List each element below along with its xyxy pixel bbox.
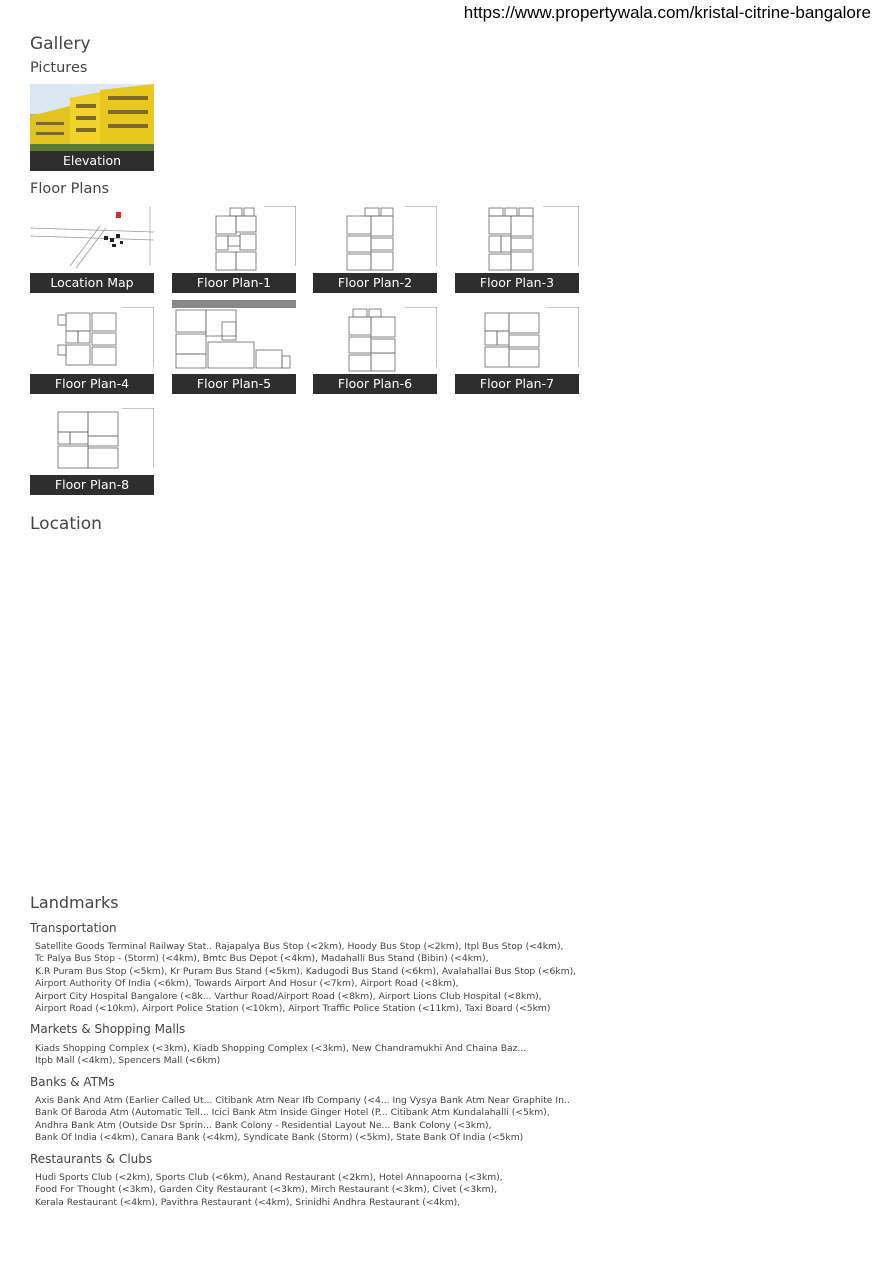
thumbnail-caption: Floor Plan-2	[313, 273, 437, 293]
list-line: Kerala Restaurant (<4km), Pavithra Restaurant (<4km), Srinidhi Andhra Restaurant (<4km),	[35, 1196, 461, 1208]
floor-plan-2-thumbnail[interactable]	[313, 206, 437, 293]
list-line: Kiads Shopping Complex (<3km), Kiadb Shopping Complex (<3km), New Chandramukhi And Chaina Baz...	[35, 1043, 527, 1054]
list-line: Airport Road (<10km), Airport Police Station (<10km), Airport Traffic Police Station (<11km), Taxi Board (<5km)	[35, 1003, 551, 1015]
thumbnail-caption: Floor Plan-1	[172, 273, 296, 293]
thumbnail-caption: Floor Plan-6	[313, 374, 437, 394]
floor-plan-7-thumbnail[interactable]	[455, 307, 579, 394]
list-line: Itpb Mall (<4km), Spencers Mall (<6km)	[35, 1055, 221, 1067]
floor-plan-6-thumbnail[interactable]	[313, 307, 437, 394]
list-line: Axis Bank And Atm (Earlier Called Ut... Citibank Atm Near Ifb Company (<4... Ing Vysya Bank Atm Near Graphite In..	[35, 1095, 570, 1106]
thumbnail-caption: Floor Plan-7	[455, 374, 579, 394]
floor-plans-title: Floor Plans	[30, 181, 110, 197]
thumbnail-caption: Location Map	[30, 273, 154, 293]
list-line: Bank Of Baroda Atm (Automatic Tell... Icici Bank Atm Inside Ginger Hotel (P... Citibank Atm Kundalahalli (<5km),	[35, 1107, 550, 1119]
transportation-list	[35, 941, 595, 1015]
list-line: K.R Puram Bus Stop (<5km), Kr Puram Bus Stand (<5km), Kadugodi Bus Stand (<6km), Avalahallai Bus Stop (<6km),	[35, 965, 577, 977]
gallery-title: Gallery	[30, 34, 91, 54]
section-title-markets: Markets & Shopping Malls	[30, 1022, 186, 1036]
landmarks-title: Landmarks	[30, 893, 119, 912]
list-line: Satellite Goods Terminal Railway Stat.. Rajapalya Bus Stop (<2km), Hoody Bus Stop (<2km), Itpl Bus Stop (<4km),	[35, 941, 564, 952]
map-area[interactable]	[30, 545, 590, 875]
list-line: Airport Authority Of India (<6km), Towards Airport And Hosur (<7km), Airport Road (<8km),	[35, 978, 459, 990]
location-map-thumbnail[interactable]	[30, 206, 154, 293]
section-title-banks: Banks & ATMs	[30, 1075, 115, 1089]
floor-plan-8-thumbnail[interactable]	[30, 408, 154, 495]
banks-list	[35, 1095, 595, 1145]
restaurants-list	[35, 1172, 595, 1209]
list-line: Bank Of India (<4km), Canara Bank (<4km), Syndicate Bank (Storm) (<5km), State Bank Of India (<5km)	[35, 1132, 524, 1144]
list-line: Tc Palya Bus Stop - (Storm) (<4km), Bmtc Bus Depot (<4km), Madahalli Bus Stand (Bibin) (<4km),	[35, 953, 489, 965]
section-title-restaurants: Restaurants & Clubs	[30, 1152, 153, 1166]
list-line: Food For Thought (<3km), Garden City Restaurant (<3km), Mirch Restaurant (<3km), Civet (<3km),	[35, 1184, 498, 1196]
list-line: Hudi Sports Club (<2km), Sports Club (<6km), Anand Restaurant (<2km), Hotel Annapoorna (<3km),	[35, 1172, 503, 1183]
thumbnail-caption: Elevation	[30, 151, 154, 171]
location-title: Location	[30, 514, 102, 534]
pictures-title: Pictures	[30, 60, 88, 76]
section-title-transportation: Transportation	[30, 921, 117, 935]
floor-plan-3-thumbnail[interactable]	[455, 206, 579, 293]
list-line: Andhra Bank Atm (Outside Dsr Sprin... Bank Colony - Residential Layout Ne... Bank Colony (<3km),	[35, 1119, 492, 1131]
floor-plan-4-thumbnail[interactable]	[30, 307, 154, 394]
floor-plan-1-thumbnail[interactable]	[172, 206, 296, 293]
page-url: https://www.propertywala.com/kristal-citrine-bangalore	[463, 3, 871, 22]
thumbnail-caption: Floor Plan-5	[172, 374, 296, 394]
list-line: Airport City Hospital Bangalore (<8k... Varthur Road/Airport Road (<8km), Airport Lions Club Hospital (<8km),	[35, 990, 542, 1002]
elevation-thumbnail[interactable]	[30, 84, 154, 171]
thumbnail-caption: Floor Plan-4	[30, 374, 154, 394]
thumbnail-caption: Floor Plan-8	[30, 475, 154, 495]
markets-list	[35, 1043, 595, 1068]
floor-plan-5-thumbnail[interactable]	[172, 300, 296, 394]
thumbnail-caption: Floor Plan-3	[455, 273, 579, 293]
